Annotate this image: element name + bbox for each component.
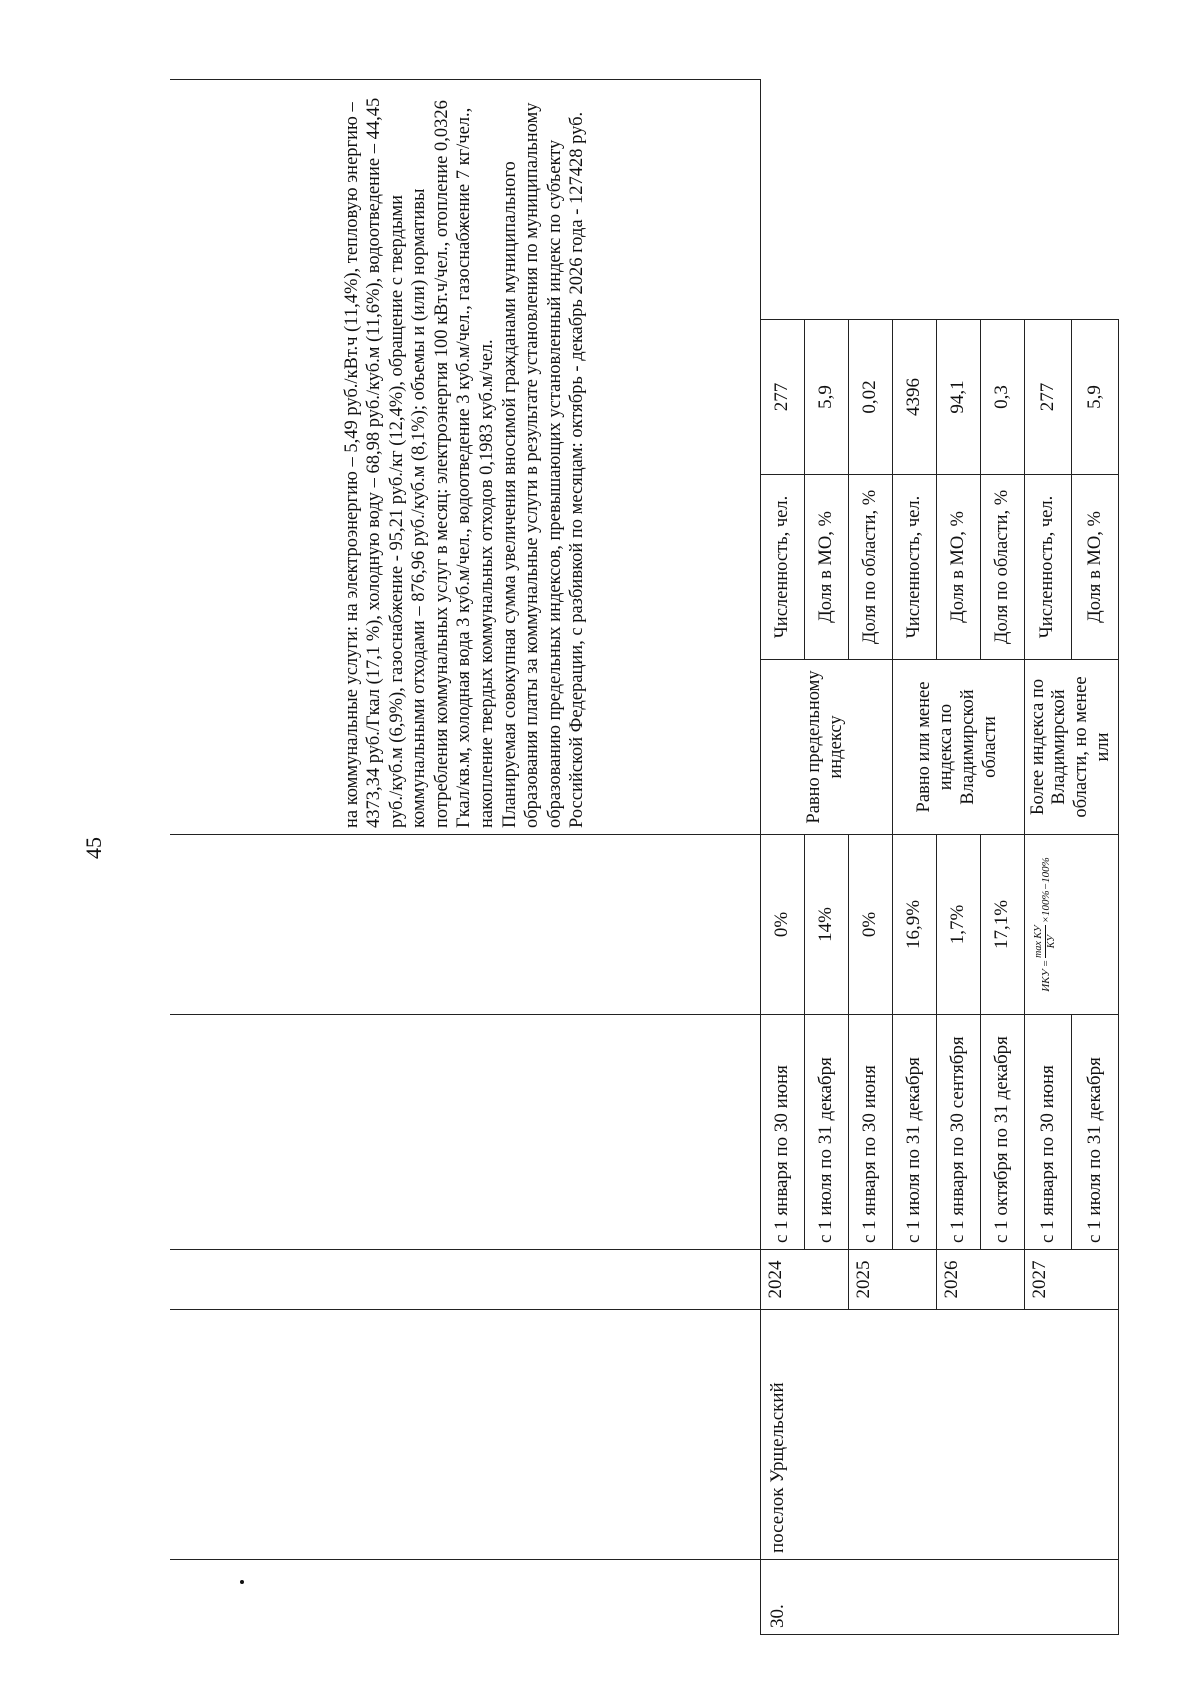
period-value: 1,7% — [936, 835, 980, 1015]
period-dates: с 1 июля по 31 декабря — [1072, 1015, 1119, 1250]
period-dates: с 1 января по 30 сентября — [936, 1015, 980, 1250]
formula-expression: ИКУ = max КУ КУ ×100%−100% — [1033, 857, 1057, 992]
cell-empty — [170, 1250, 760, 1310]
explanation-paragraph — [170, 79, 760, 834]
metric-label: Численность, чел. — [892, 475, 936, 660]
metric-value: 277 — [1024, 320, 1072, 475]
period-dates: с 1 октября по 31 декабря — [980, 1015, 1024, 1250]
metric-value: 5,9 — [1072, 320, 1119, 475]
paragraph-text: на коммунальные услуги: на электроэнергию – 5,49 руб./кВт.ч (11,4%), тепловую энергию – 4373,34 руб./Гкал (17,1 %), холодную воду – 68,98 руб./куб.м (11,6%), водоотведение – 44,45 руб./куб.м (6,9%), газоснабжение - 95,21 руб./кг (12,4%), обращение с твердыми коммунальными отходами – 876,96 руб./куб.м (8,1%); объемы и (или) нормативы потребления коммунальных услуг в месяц: электроэнергия 100 кВт.ч/чел., отопление 0,0326 Гкал/кв.м, холодная вода 3 куб.м/чел., водоотведение 3 куб.м/чел., газоснабжение 7 кг/чел., накопление твердых коммунальных отходов 0,1983 куб.м/чел. Планируемая совокупная сумма увеличения вносимой гражданами муниципального образования платы за коммунальные услуги в результате установления по муниципальному образованию предельных индексов, превышающих установленный индекс по субъекту Российской Федерации, с разбивкой по месяцам: октябрь - декабрь 2026 года - 127428 руб. — [341, 97, 588, 828]
cell-empty — [170, 1310, 760, 1560]
group-label: Равно или менее индекса по Владимирской области — [892, 660, 1024, 835]
period-dates: с 1 января по 30 июня — [848, 1015, 892, 1250]
year-cell: 2025 — [848, 1250, 936, 1310]
period-value: 14% — [804, 835, 848, 1015]
period-value: 0% — [848, 835, 892, 1015]
year-cell: 2027 — [1024, 1250, 1118, 1310]
row-number: 30. — [760, 1560, 1118, 1635]
metric-value: 277 — [760, 320, 804, 475]
metric-label: Численность, чел. — [760, 475, 804, 660]
period-dates: с 1 января по 30 июня — [1024, 1015, 1072, 1250]
metric-value: 0,3 — [980, 320, 1024, 475]
period-dates: с 1 июля по 31 декабря — [804, 1015, 848, 1250]
period-value: 0% — [760, 835, 804, 1015]
settlement-name: поселок Урщельский — [760, 1310, 1118, 1560]
metric-value: 4396 — [892, 320, 936, 475]
cell-empty — [170, 1015, 760, 1250]
metric-label: Доля по области, % — [980, 475, 1024, 660]
index-formula — [1024, 835, 1118, 1015]
metric-label: Численность, чел. — [1024, 475, 1072, 660]
period-dates: с 1 января по 30 июня — [760, 1015, 804, 1250]
table-row — [170, 79, 760, 1634]
metric-value: 94,1 — [936, 320, 980, 475]
rotated-table-container — [170, 80, 1113, 1635]
metric-value: 5,9 — [804, 320, 848, 475]
year-cell: 2026 — [936, 1250, 1024, 1310]
group-label: Более индекса по Владимирской области, но менее или — [1024, 660, 1118, 835]
cell-empty — [170, 1560, 760, 1635]
period-value: 16,9% — [892, 835, 936, 1015]
period-dates: с 1 июля по 31 декабря — [892, 1015, 936, 1250]
utility-index-table — [170, 79, 1119, 1635]
cell-empty — [170, 835, 760, 1015]
metric-label: Доля в МО, % — [936, 475, 980, 660]
metric-label: Доля в МО, % — [804, 475, 848, 660]
page-number: 45 — [81, 837, 106, 859]
metric-label: Доля по области, % — [848, 475, 892, 660]
period-value: 17,1% — [980, 835, 1024, 1015]
year-cell: 2024 — [760, 1250, 848, 1310]
table-row — [760, 79, 804, 1634]
metric-value: 0,02 — [848, 320, 892, 475]
metric-label: Доля в МО, % — [1072, 475, 1119, 660]
group-label: Равно предельному индексу — [760, 660, 892, 835]
